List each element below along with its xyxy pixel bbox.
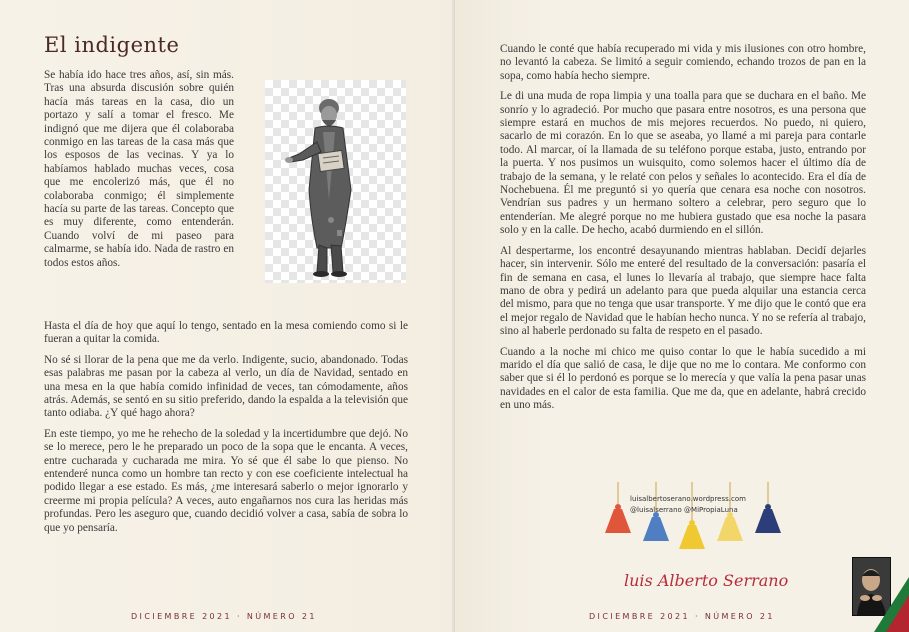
left-body-text [44,320,408,542]
page-footer-right: DICIEMBRE 2021 · NÚMERO 21 [589,612,775,621]
paragraph: En este tiempo, yo me he rehecho de la soledad y la incertidumbre que dejó. No se lo merece, pero le he preparado un poco de la sopa que le encanta. A veces, entre cucharada y cucharada me mira. Yo sé que él sabe lo que pienso. No entenderé nunca como un hombre tan recto y con ese coeficiente intelectual ha podido llegar a ese estado. Es más, ¿me interesará saberlo o mejor ignorarlo y creerme mi propia película? A veces, auto engañarnos nos cura las heridas más profundas. Pero les aseguro que, cuando decidió volver a casa, sabía de sobra lo que yo pensaría. [44,427,408,534]
intro-text: Se había ido hace tres años, así, sin más. Tras una absurda discusión sobre quién hacía más tareas en la casa, dio un portazo y salí a tomar el fresco. Me indignó que me dijera que él colaboraba conmigo en las tareas de la casa más que los esposos de las vecinas. Y ya lo habíamos hablado muchas veces, cosa que me encolerizó más, que él no colaboraba conmigo; él simplemente hacía su parte de las tareas. Concepto que es muy diferente, como entenderán. Cuando volví de mi paseo para calmarme, se había ido. Nada de rastro en todos estos años. [44,69,234,269]
author-signature: luis Alberto Serrano [624,571,789,590]
paragraph: No sé si llorar de la pena que me da verlo. Indigente, sucio, abandonado. Todas esas palabras me pasan por la cabeza al verlo, un día de Navidad, sentado en una mesa en la que había comido infinidad de veces, tan cómodamente, años atrás. Además, se sentó en su sitio preferido, dando la espalda a la televisión que tanto odiaba. ¿Y qué hago ahora? [44,353,408,420]
beggar-figure-icon [265,80,406,283]
author-credits [630,494,746,516]
right-body-text [500,43,866,420]
website-link[interactable]: luisalbertoserano.wordpress.com [630,495,746,503]
story-title: El indigente [44,33,180,57]
tassel-icon [755,482,781,533]
corner-flag-decoration [874,577,909,632]
social-handles: @luisalserrano @MiPropiaLuna [630,506,738,514]
paragraph: Al despertarme, los encontré desayunando mientras hablaban. Decidí dejarles hacer, sin intervenir. Sólo me enteré del resultado de la conversación: pasaría el fin de semana en casa, el lunes lo llevaría al trabajo, que siempre hace falta mano de obra y pedirá un adelanto para que pueda alquilar una estancia cerca del mismo, para que no tenga que usar transporte. Y me dijo que le contó que era el mejor regalo de Navidad que le habían hecho nunca. Y no se refería al trabajo, sino al haberle perdonado su falta de respeto en el pasado. [500,244,866,338]
page-footer-left: DICIEMBRE 2021 · NÚMERO 21 [131,612,317,621]
indigent-illustration [265,80,406,283]
paragraph: Hasta el día de hoy que aquí lo tengo, sentado en la mesa comiendo como si le fueran a quitar la comida. [44,320,408,346]
paragraph: Le di una muda de ropa limpia y una toalla para que se duchara en el baño. Me sonrío y lo agradeció. Por mucho que pasara entre nosotros, es una persona que siempre estará en muchos de mis mejores recuerdos. No puedo, ni quiero, sacarlo de mi corazón. En lo que se aseaba, yo llamé a mi pareja para contarle todo. Al marcar, oí la llamada de su teléfono porque estaba, justo, entrando por la puerta. Y nos pusimos un wuisquito, como solemos hacer el último día de trabajo de la semana, y le relaté con pelos y señales lo acontecido. Era el día de Nochebuena. Él me preguntó si yo quería que cenara esa noche con nosotros. Vendrían sus padres y un hermano soltero a celebrar, pero seguro que lo entenderían. Me alegré porque no me hubiera gustado que esa noche la pasara solo y en la calle. De hecho, acabó durmiendo en el sillón. [500,90,866,237]
intro-paragraph [44,69,234,277]
paragraph: Cuando le conté que había recuperado mi vida y mis ilusiones con otro hombre, no levantó la cabeza. Se limitó a seguir comiendo, echando trozos de pan en la sopa, como había hecho siempre. [500,43,866,82]
tassel-icon [605,482,631,533]
paragraph: Cuando a la noche mi chico me quiso contar lo que le había sucedido a mi marido el día que salió de casa, le dije que no me lo contara. Me conformo con saber que si él lo perdonó es porque se lo merecía y que valía la pena pasar unas navidades en el calor de esta familia. Que me da, que en adelante, habrá crecido en uno más. [500,345,866,412]
